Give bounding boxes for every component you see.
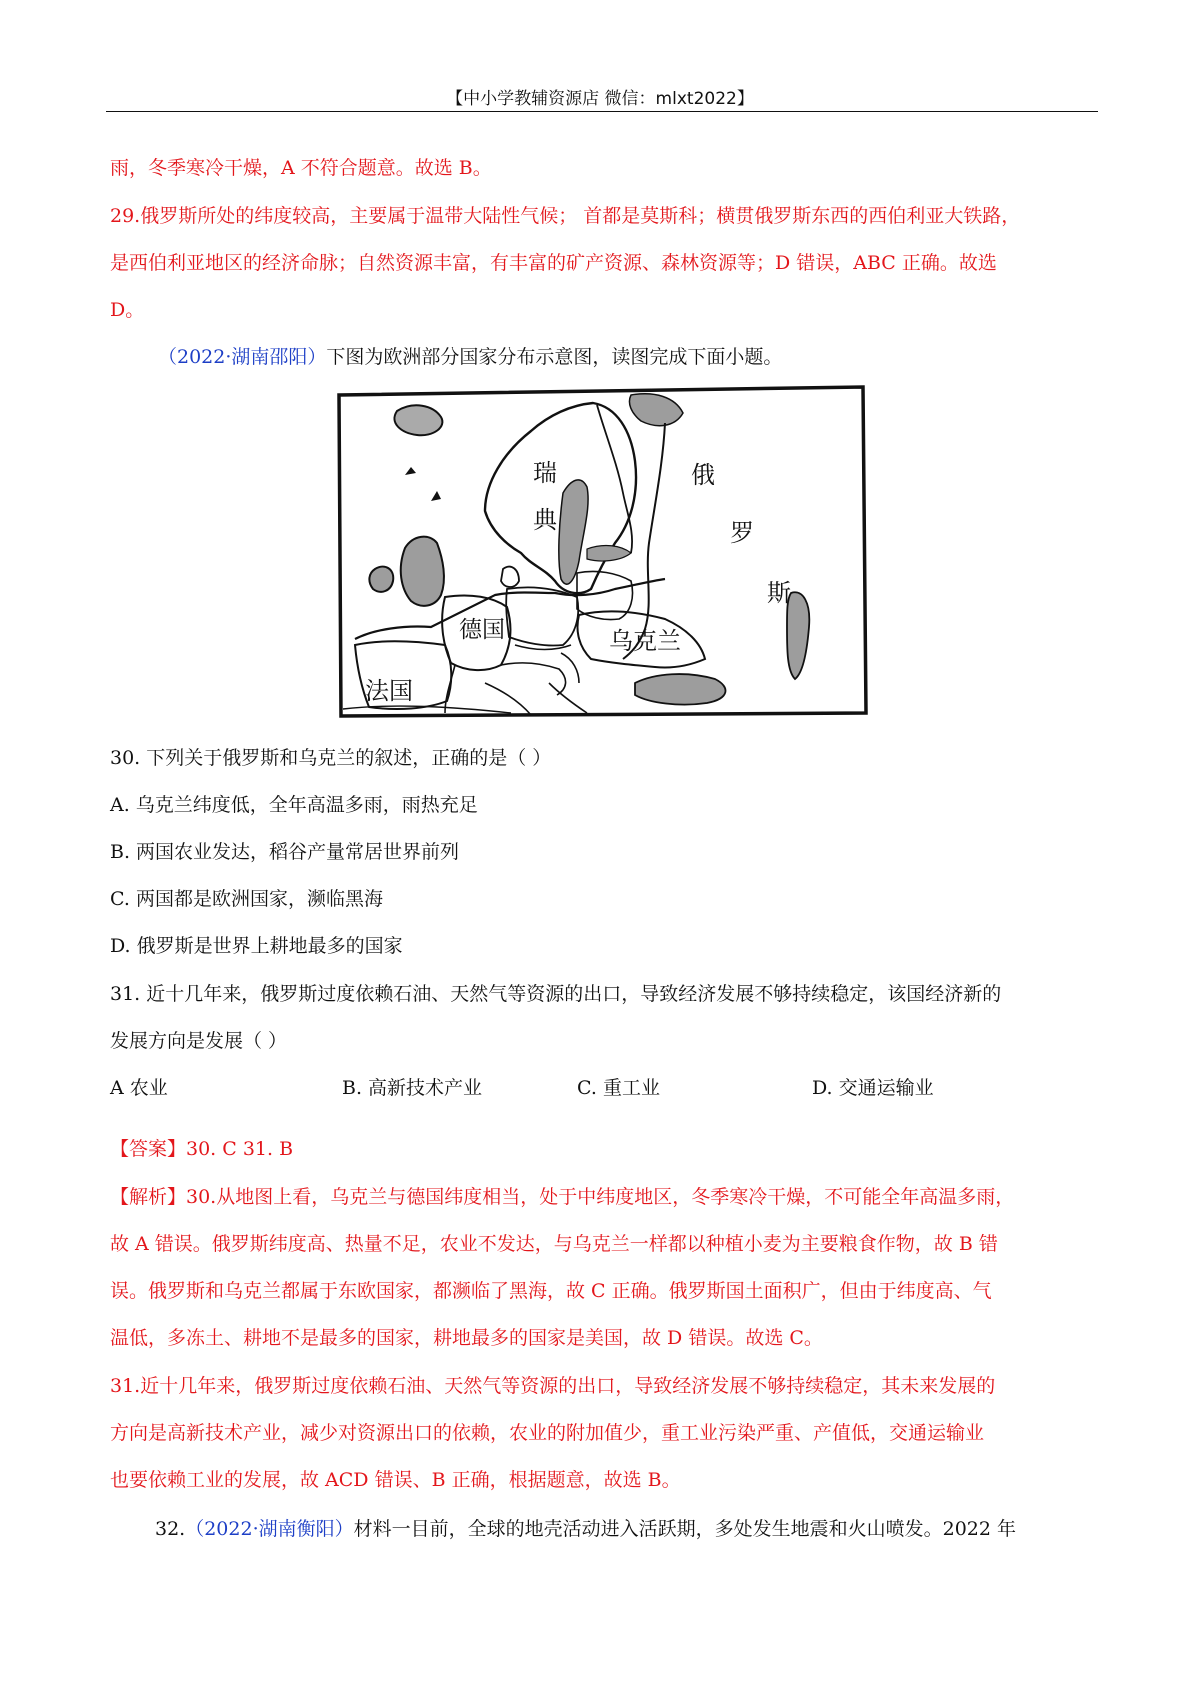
analysis-line1: 【解析】30.从地图上看，乌克兰与德国纬度相当，处于中纬度地区，冬季寒冷干燥，不可能全年高温多雨， xyxy=(110,1186,1015,1208)
q31-option-a: A 农业 xyxy=(110,1077,168,1099)
map-gulf xyxy=(587,546,631,561)
question-intro xyxy=(158,344,782,370)
map-central-europe xyxy=(445,645,579,713)
prev-analysis-line: 雨，冬季寒冷干燥，A 不符合题意。故选 B。 xyxy=(110,157,492,179)
map-ireland xyxy=(369,567,393,592)
q30-option-a: A. 乌克兰纬度低，全年高温多雨，雨热充足 xyxy=(110,794,478,816)
q31-stem-line1: 31. 近十几年来，俄罗斯过度依赖石油、天然气等资源的出口，导致经济发展不够持续稳定，该国经济新的 xyxy=(110,983,1002,1005)
analysis-line7: 也要依赖工业的发展，故 ACD 错误、B 正确，根据题意，故选 B。 xyxy=(110,1469,681,1491)
map-black-sea xyxy=(635,674,725,705)
header-divider xyxy=(106,111,1098,112)
map-britain xyxy=(401,537,444,606)
map-label-russia2: 罗 xyxy=(730,519,754,547)
q29-analysis-line1: 29.俄罗斯所处的纬度较高，主要属于温带大陆性气候； 首都是莫斯科；横贯俄罗斯东西的西伯利亚大铁路， xyxy=(110,205,1021,227)
map-balkans xyxy=(485,683,587,715)
q31-stem-line2: 发展方向是发展（ ） xyxy=(110,1030,288,1052)
map-baltic-sea xyxy=(559,480,588,584)
map-label-france: 法国 xyxy=(365,677,413,705)
q30-option-b: B. 两国农业发达，稻谷产量常居世界前列 xyxy=(110,841,460,863)
q31-option-d: D. 交通运输业 xyxy=(812,1077,934,1099)
map-label-russia1: 俄 xyxy=(691,461,715,489)
map-mediterranean xyxy=(343,706,511,713)
map-label-ukraine: 乌克兰 xyxy=(609,627,681,655)
analysis-line5: 31.近十几年来，俄罗斯过度依赖石油、天然气等资源的出口，导致经济发展不够持续稳定，其未来发展的 xyxy=(110,1375,996,1397)
map-finland-border xyxy=(597,405,632,553)
analysis-line4: 温低，多冻土、耕地不是最多的国家，耕地最多的国家是美国，故 D 错误。故选 C。 xyxy=(110,1327,823,1349)
q29-analysis-line2: 是西伯利亚地区的经济命脉；自然资源丰富，有丰富的矿产资源、森林资源等；D 错误，ABC 正确。故选 xyxy=(110,252,997,274)
map-denmark xyxy=(501,567,519,587)
map-white-sea xyxy=(629,394,683,426)
map-russia-border xyxy=(623,423,665,659)
map-label-russia3: 斯 xyxy=(767,579,791,607)
map-islands xyxy=(405,467,441,501)
intro-text: 下图为欧洲部分国家分布示意图，读图完成下面小题。 xyxy=(326,346,783,368)
analysis-line6: 方向是高新技术产业，减少对资源出口的依赖，农业的附加值少，重工业污染严重、产值低，交通运输业 xyxy=(110,1422,985,1444)
analysis-line2: 故 A 错误。俄罗斯纬度高、热量不足，农业不发达，与乌克兰一样都以种植小麦为主要粮食作物，故 B 错 xyxy=(110,1233,998,1255)
q30-stem: 30. 下列关于俄罗斯和乌克兰的叙述，正确的是（ ） xyxy=(110,747,552,769)
q32-source: （2022·湖南衡阳） xyxy=(185,1518,354,1540)
q31-option-b: B. 高新技术产业 xyxy=(342,1077,483,1099)
map-label-sweden2: 典 xyxy=(533,506,557,534)
answer-line: 【答案】30. C 31. B xyxy=(110,1138,294,1160)
europe-map xyxy=(335,383,868,720)
q32-text: 材料一目前，全球的地壳活动进入活跃期，多处发生地震和火山喷发。2022 年 xyxy=(353,1518,1017,1540)
q31-option-c: C. 重工业 xyxy=(577,1077,660,1099)
q29-analysis-line3: D。 xyxy=(110,299,145,321)
q30-option-d: D. 俄罗斯是世界上耕地最多的国家 xyxy=(110,935,403,957)
map-iceland xyxy=(394,405,442,435)
q30-option-c: C. 两国都是欧洲国家，濒临黑海 xyxy=(110,888,383,910)
map-label-sweden1: 瑞 xyxy=(533,459,557,487)
q32-number: 32. xyxy=(155,1518,186,1540)
map-label-germany: 德国 xyxy=(459,617,505,643)
analysis-line3: 误。俄罗斯和乌克兰都属于东欧国家，都濒临了黑海，故 C 正确。俄罗斯国土面积广，但由于纬度高、气 xyxy=(110,1280,992,1302)
q32-intro xyxy=(155,1516,1016,1542)
intro-source: （2022·湖南邵阳） xyxy=(158,346,327,368)
map-poland xyxy=(506,587,578,645)
page-header: 【中小学教辅资源店 微信：mlxt2022】 xyxy=(446,89,754,109)
